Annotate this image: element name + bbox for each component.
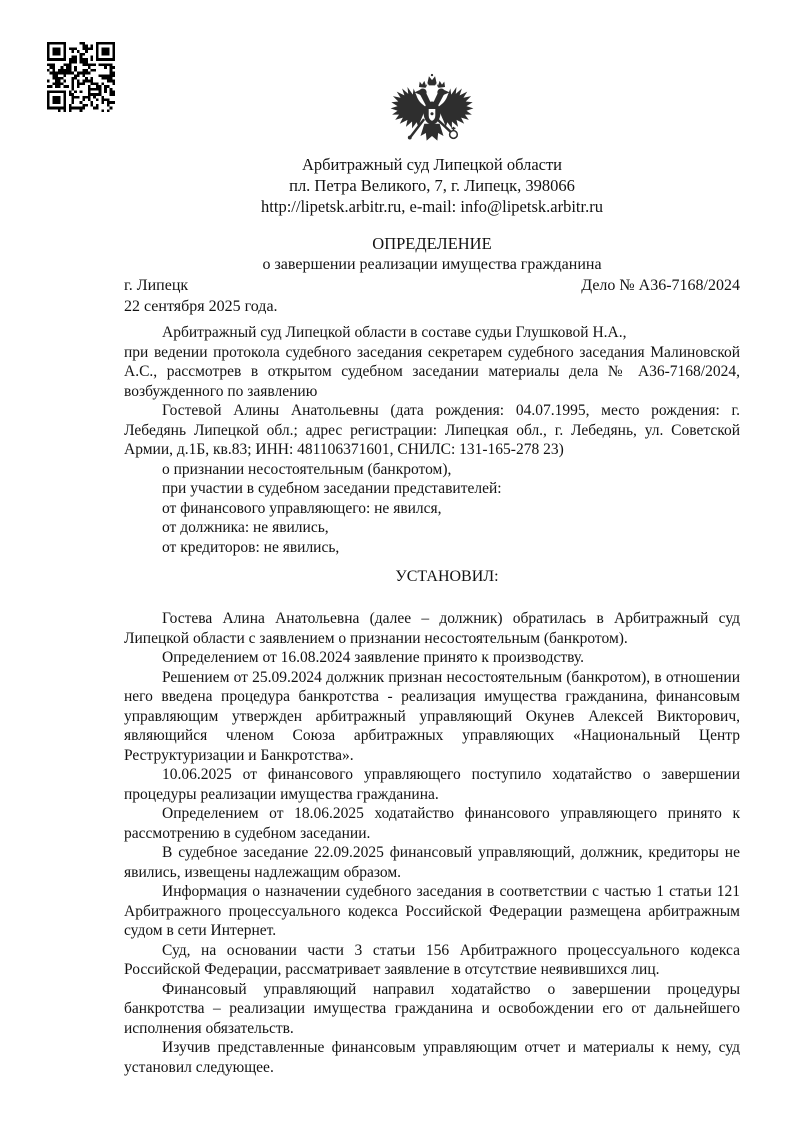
case-meta-row xyxy=(124,275,740,296)
body-section xyxy=(124,609,740,1077)
intro-secretary-paragraph: при ведении протокола судебного заседания секретарем судебного заседания Малиновской А.С., рассмотрев в открытом судебном заседании материалы дела № А36-7168/2024, возбужденного по заявлению xyxy=(124,343,740,400)
body-paragraph: Определением от 18.06.2025 ходатайство финансового управляющего принято к рассмотрению в судебном заседании. xyxy=(124,805,740,842)
intro-judge-line: Арбитражный суд Липецкой области в составе судьи Глушковой Н.А., xyxy=(162,324,627,341)
court-name: Арбитражный суд Липецкой области xyxy=(301,155,563,174)
ruling-heading: УСТАНОВИЛ: xyxy=(395,568,499,585)
body-paragraph: Суд, на основании части 3 статьи 156 Арбитражного процессуального кодекса Российской Федерации, рассматривает заявление в отсутствие неявившихся лиц. xyxy=(124,941,740,978)
intro-debtor-paragraph: Гостевой Алины Анатольевны (дата рождения: 04.07.1995, место рождения: г. Лебедянь Липецкой обл.; адрес регистрации: Липецкая обл., г. Лебедянь, ул. Советской Армии, д.1Б, кв.83; ИНН: 481106371601, СНИЛС: 131-165-278 23) xyxy=(124,402,740,458)
russian-coat-of-arms-icon xyxy=(386,73,478,150)
qr-code-canvas xyxy=(47,42,115,112)
document-date: 22 сентября 2025 года. xyxy=(124,298,278,315)
body-paragraph: 10.06.2025 от финансового управляющего поступило ходатайство о завершении процедуры реализации имущества гражданина. xyxy=(124,766,740,803)
body-paragraph: Гостева Алина Анатольевна (далее – должник) обратилась в Арбитражный суд Липецкой области с заявлением о признании несостоятельным (банкротом). xyxy=(124,610,740,647)
document-title: ОПРЕДЕЛЕНИЕ xyxy=(372,234,492,253)
body-paragraph: Изучив представленные финансовым управляющим отчет и материалы к нему, суд установил следующее. xyxy=(124,1039,740,1076)
body-paragraph: Определением от 16.08.2024 заявление принято к производству. xyxy=(162,649,584,666)
document-city: г. Липецк xyxy=(124,277,189,294)
document-subtitle: о завершении реализации имущества гражданина xyxy=(262,256,602,273)
body-paragraph: Решением от 25.09.2024 должник признан несостоятельным (банкротом), в отношении него введена процедура банкротства - реализация имущества гражданина, финансовым управляющим утвержден арбитражный управляющий Окунев Алексей Викторович, являющийся членом Союза арбитражных управляющих «Национальный Центр Реструктуризации и Банкротства». xyxy=(124,668,740,764)
court-contacts: http://lipetsk.arbitr.ru, e-mail: info@lipetsk.arbitr.ru xyxy=(261,197,603,216)
body-paragraph: В судебное заседание 22.09.2025 финансовый управляющий, должник, кредиторы не явились, извещены надлежащим образом. xyxy=(124,844,740,881)
intro-debtor-absence-line: от должника: не явились, xyxy=(162,519,329,536)
case-number: Дело № А36-7168/2024 xyxy=(581,277,740,294)
intro-section xyxy=(124,323,740,557)
document-content xyxy=(124,70,740,1077)
body-paragraph: Финансовый управляющий направил ходатайство о завершении процедуры банкротства – реализации имущества гражданина и освобождении его от дальнейшего исполнения обязательств. xyxy=(124,980,740,1037)
qr-code-icon xyxy=(47,42,115,112)
intro-creditors-absence-line: от кредиторов: не явились, xyxy=(162,538,340,556)
court-address: пл. Петра Великого, 7, г. Липецк, 398066 xyxy=(289,176,575,195)
body-paragraph: Информация о назначении судебного заседания в соответствии с частью 1 статьи 121 Арбитражного процессуального кодекса Российской Федерации размещена арбитражным судом в сети Интернет. xyxy=(124,883,740,939)
intro-bankruptcy-line: о признании несостоятельным (банкротом), xyxy=(162,460,452,478)
intro-financial-manager-line: от финансового управляющего: не явился, xyxy=(162,499,442,517)
intro-participants-line: при участии в судебном заседании представителей: xyxy=(162,480,502,497)
